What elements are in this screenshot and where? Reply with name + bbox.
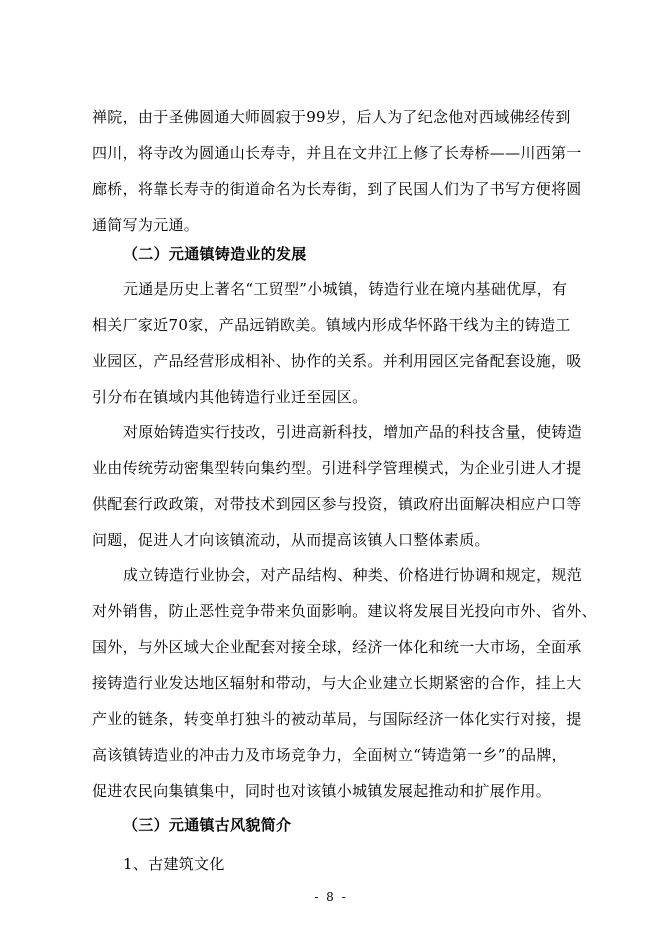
- text-line: 禅院，由于圣佛圆通大师圆寂于99岁，后人为了纪念他对西域佛经传到: [92, 108, 571, 126]
- text-line: 廊桥，将靠长寿寺的街道命名为长寿街，到了民国人们为了书写方便将圆: [92, 180, 582, 198]
- text-line: 接铸造行业发达地区辐射和带动，与大企业建立长期紧密的合作，挂上大: [92, 674, 582, 692]
- text-line: 促进农民向集镇集中，同时也对该镇小城镇发展起推动和扩展作用。: [92, 782, 552, 800]
- text-line: 对外销售，防止恶性竞争带来负面影响。建议将发展目光投向市外、省外、: [92, 602, 597, 620]
- section-heading: （二）元通镇铸造业的发展: [123, 245, 307, 263]
- text-line: 国外，与外区域大企业配套对接全球，经济一体化和统一大市场，全面承: [92, 638, 582, 656]
- text-line: 产业的链条，转变单打独斗的被动革局，与国际经济一体化实行对接，提: [92, 710, 582, 728]
- page-number: - 8 -: [314, 890, 348, 904]
- text-line: 业园区，产品经营形成相补、协作的关系。并利用园区完备配套设施，吸: [92, 352, 582, 370]
- text-line: 元通是历史上著名“工贸型”小城镇，铸造行业在境内基础优厚，有: [123, 280, 568, 298]
- text-line: 引分布在镇域内其他铸造行业迁至园区。: [92, 388, 368, 406]
- text-line: 四川，将寺改为圆通山长寿寺，并且在文井江上修了长寿桥——川西第一: [92, 144, 582, 162]
- text-line: 问题，促进人才向该镇流动，从而提高该镇人口整体素质。: [92, 531, 490, 549]
- subsection-heading: 1、古建筑文化: [123, 855, 225, 873]
- text-line: 对原始铸造实行技改，引进高新科技，增加产品的科技含量，使铸造: [123, 423, 583, 441]
- text-line: 供配套行政政策，对带技术到园区参与投资，镇政府出面解决相应户口等: [92, 495, 582, 513]
- text-line: 业由传统劳动密集型转向集约型。引进科学管理模式，为企业引进人才提: [92, 459, 582, 477]
- text-line: 通简写为元通。: [92, 216, 200, 234]
- text-line: 成立铸造行业协会，对产品结构、种类、价格进行协调和规定，规范: [123, 566, 583, 584]
- text-line: 高该镇铸造业的冲击力及市场竞争力，全面树立“铸造第一乡”的品牌，: [92, 746, 567, 764]
- section-heading: （三）元通镇古风貌简介: [123, 816, 292, 834]
- text-line: 相关厂家近70家，产品远销欧美。镇域内形成华怀路干线为主的铸造工: [92, 316, 571, 334]
